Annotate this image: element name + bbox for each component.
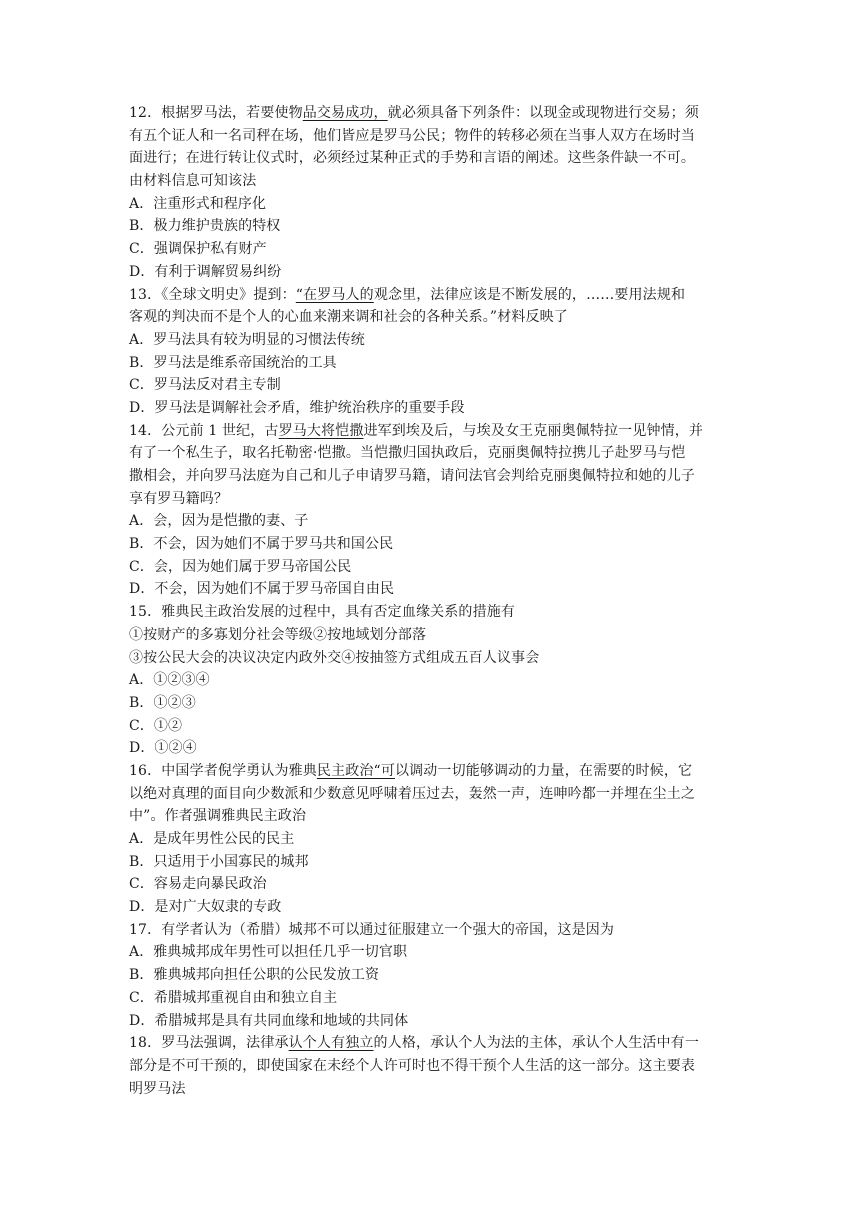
question-stem-line: 明罗马法: [129, 1080, 186, 1097]
option-d: D．有利于调解贸易纠纷: [129, 263, 282, 280]
option-b: B．①②③: [129, 694, 196, 711]
question-stem-line: [129, 420, 731, 443]
question-stem-line: [129, 1032, 731, 1055]
question-17: [129, 919, 731, 1032]
stem-text: 观念里，法律应该是不断发展的，……要用法规和: [373, 286, 686, 303]
underlined-text: 民主政治“可: [316, 762, 395, 779]
question-16: [129, 760, 731, 919]
question-stem-line: 面进行；在进行转让仪式时，必须经过某种正式的手势和言语的阐述。这些条件缺一不可。: [129, 150, 695, 167]
option-b: B．罗马法是维系帝国统治的工具: [129, 354, 337, 371]
question-stem-line: 客观的判决而不是个人的心血来潮来调和社会的各种关系。”材料反映了: [129, 309, 568, 326]
option-b: B．不会，因为她们不属于罗马共和国公民: [129, 536, 394, 553]
option-c: C．强调保护私有财产: [129, 241, 267, 258]
question-stem-line: ①按财产的多寡划分社会等级②按地域划分部落: [129, 626, 427, 643]
option-d: D．不会，因为她们不属于罗马帝国自由民: [129, 581, 395, 598]
option-c: C．会，因为她们属于罗马帝国公民: [129, 558, 352, 575]
stem-text: 13．《全球文明史》提到：: [129, 286, 296, 303]
option-a: A．雅典城邦成年男性可以担任几乎一切官职: [129, 944, 408, 961]
option-d: D．希腊城邦是具有共同血缘和地域的共同体: [129, 1012, 409, 1029]
question-14: [129, 420, 731, 602]
question-stem-line: ③按公民大会的决议决定内政外交④按抽签方式组成五百人议事会: [129, 649, 540, 666]
question-stem-line: 由材料信息可知该法: [129, 173, 257, 190]
option-c: C．容易走向暴民政治: [129, 876, 267, 893]
stem-text: 12．根据罗马法，若要使物: [129, 105, 303, 121]
option-b: B．只适用于小国寡民的城邦: [129, 853, 309, 870]
option-b: B．雅典城邦向担任公职的公民发放工资: [129, 967, 380, 984]
question-13: [129, 284, 731, 420]
option-c: C．罗马法反对君主专制: [129, 377, 281, 394]
question-stem-line: [129, 760, 731, 783]
option-c: C．①②: [129, 717, 183, 734]
option-d: D．罗马法是调解社会矛盾，维护统治秩序的重要手段: [129, 399, 465, 416]
question-stem-line: 17．有学者认为（希腊）城邦不可以通过征服建立一个强大的帝国，这是因为: [129, 921, 615, 938]
underlined-text: 认个人有独立: [288, 1035, 374, 1052]
stem-text: 18．罗马法强调，法律承: [129, 1035, 289, 1052]
option-a: A．是成年男性公民的民主: [129, 831, 295, 847]
underlined-text: 品交易成功，: [302, 105, 388, 121]
question-stem-line: 部分是不可干预的，即使国家在未经个人许可时也不得干预个人生活的这一部分。这主要表: [129, 1057, 695, 1074]
stem-text: 进军到埃及后，与埃及女王克丽奥佩特拉一见钟情，并: [363, 422, 704, 439]
exam-page: [129, 102, 731, 1100]
question-stem-line: 有了一个私生子，取名托勒密·恺撒。当恺撒归国执政后，克丽奥佩特拉携儿子赴罗马与恺: [129, 445, 686, 462]
option-a: A．注重形式和程序化: [129, 195, 267, 212]
underlined-text: “在罗马人的: [295, 286, 374, 303]
option-d: D．①②④: [129, 740, 197, 757]
question-stem-line: [129, 284, 731, 307]
option-a: A．罗马法具有较为明显的习惯法传统: [129, 331, 365, 348]
option-d: D．是对广大奴隶的专政: [129, 899, 282, 916]
question-stem-line: 15．雅典民主政治发展的过程中，具有否定血缘关系的措施有: [129, 604, 516, 621]
question-stem-line: [129, 102, 731, 125]
stem-text: 14．公元前 1 世纪，古: [129, 422, 279, 439]
question-18: [129, 1032, 731, 1100]
underlined-text: 罗马大将恺撒: [278, 422, 364, 439]
option-a: A．①②③④: [129, 672, 210, 689]
option-a: A．会，因为是恺撒的妻、子: [129, 513, 309, 530]
option-c: C．希腊城邦重视自由和独立自主: [129, 989, 338, 1006]
question-stem-line: 享有罗马籍吗？: [129, 490, 229, 507]
stem-text: 就必须具备下列条件：以现金或现物进行交易；须: [387, 105, 699, 121]
stem-text: 16．中国学者倪学勇认为雅典: [129, 762, 317, 779]
option-b: B．极力维护贵族的特权: [129, 218, 281, 235]
question-stem-line: 以绝对真理的面目向少数派和少数意见呼啸着压过去，轰然一声，连呻吟都一并埋在尘土之: [129, 785, 695, 802]
question-12: [129, 102, 731, 284]
stem-text: 以调动一切能够调动的力量，在需要的时候，它: [394, 762, 693, 779]
question-stem-line: 有五个证人和一名司秤在场，他们皆应是罗马公民；物件的转移必须在当事人双方在场时当: [129, 127, 695, 144]
stem-text: 的人格，承认个人为法的主体，承认个人生活中有一: [373, 1035, 699, 1052]
question-stem-line: 撒相会，并向罗马法庭为自己和儿子申请罗马籍，请问法官会判给克丽奥佩特拉和她的儿子: [129, 468, 695, 484]
question-stem-line: 中”。作者强调雅典民主政治: [129, 808, 307, 825]
question-15: [129, 601, 731, 760]
